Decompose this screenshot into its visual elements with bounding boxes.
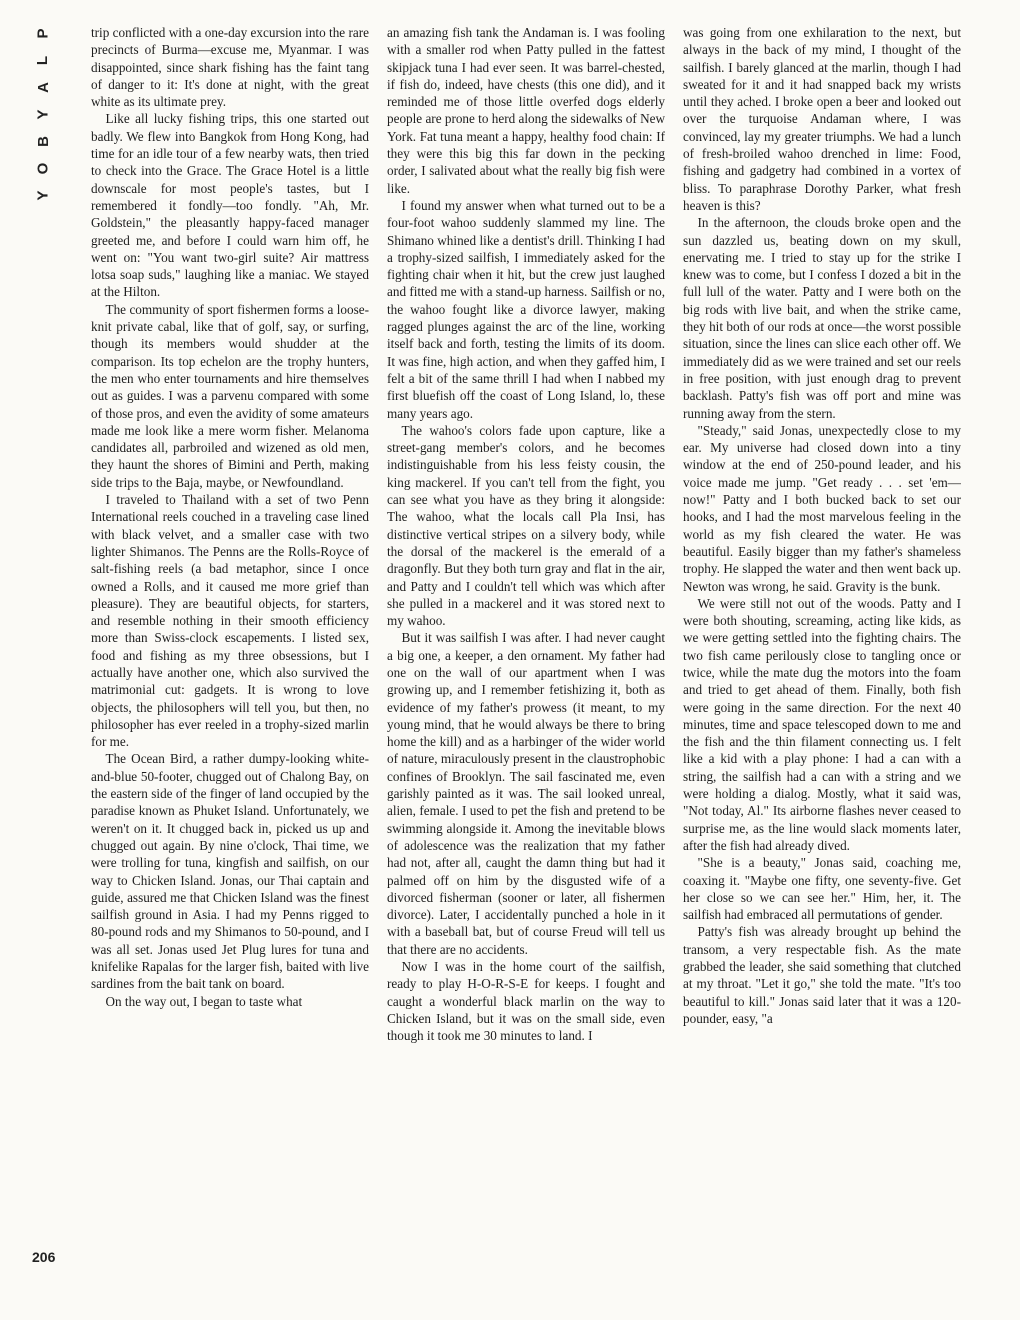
paragraph: "She is a beauty," Jonas said, coaching me, coaxing it. "Maybe one fifty, one seventy-five. Get her close so we can see her." Him, her, it. The sailfish had embraced all permutations of gender.: [683, 855, 961, 923]
paragraph: But it was sailfish I was after. I had never caught a big one, a keeper, a den ornament. My father had one on the wall of our apartment when I was growing up, and I remember fetishizing it, both as evidence of my father's prowess (it meant, to my young mind, that he would always be there to bring home the kill) and as a harbinger of the wider world of nature, miraculously present in the claustrophobic confines of Brooklyn. The sail fascinated me, even garishly painted as it was. The sail looked unreal, alien, female. I used to pet the fish and pretend to be swimming alongside it. Among the inevitable blows of adolescence was the realization that my father had not, after all, caught the damn thing but had it palmed off on him by the disgusted wife of a divorced fisherman (sooner or later, all fishermen divorce). Later, I accidentally punched a hole in it with a baseball bat, but of course Freud will tell us that there are no accidents.: [387, 630, 665, 957]
magazine-name-letter: P: [34, 28, 52, 39]
page-number: 206: [32, 1249, 56, 1265]
paragraph: Now I was in the home court of the sailfish, ready to play H-O-R-S-E for keeps. I fought and caught a wonderful black marlin on the way to Chicken Island, but it was on the small side, even though it took me 30 minutes to land. I: [387, 959, 665, 1044]
paragraph: I traveled to Thailand with a set of two Penn International reels couched in a traveling case lined with black velvet, and a smaller case with two lighter Shimanos. The Penns are the Rolls-Royce of salt-fishing reels (a bad metaphor, since I once owned a Rolls, and it caused me more grief than pleasure). They are beautiful objects, for starters, and resemble nothing in their smooth efficiency more than Swiss-clock escapements. I listed sex, food and fishing as my three obsessions, but I actually have another one, which also survived the matrimonial cut: gadgets. It is wrong to love objects, the philosophers will tell you, but then, no philosopher has ever reeled in a trophy-sized marlin for me.: [91, 492, 369, 750]
paragraph: On the way out, I began to taste what: [105, 993, 303, 1009]
paragraph: trip conflicted with a one-day excursion into the rare precincts of Burma—excuse me, Myanmar. I was disappointed, since shark fishing has the faint tang of danger to it: It's done at night, with the great white as its ultimate prey.: [91, 25, 369, 110]
paragraph: was going from one exhilaration to the next, but always in the back of my mind, I thought of the sailfish. I barely glanced at the marlin, though I had sweated for it and it had snapped back my wrists until they ached. I broke open a beer and looked out over the turquoise Andaman where, I was convinced, lay my greater triumphs. We had a lunch of fresh-broiled wahoo drenched in lime: Food, fishing and gadgetry had combined in a vortex of bliss. To paraphrase Dorothy Parker, what fresh heaven is this?: [683, 25, 961, 213]
paragraph: an amazing fish tank the Andaman is. I was fooling with a smaller rod when Patty pulled in the fattest skipjack tuna I had ever seen. It was barrel-chested, if fish do, indeed, have chests (this one did), and it reminded me of those little overfed dogs elderly people are prone to herd along the sidewalks of New York. Fat tuna meant a happy, healthy food chain: If they were this big this far down in the pecking order, I salivated about what the really big fish were like.: [387, 25, 665, 196]
magazine-name-letter: Y: [34, 109, 52, 120]
magazine-name-letter: O: [34, 162, 52, 175]
paragraph: I found my answer when what turned out to be a four-foot wahoo suddenly slammed my line. The Shimano whined like a dentist's drill. Thinking I had a trophy-sized sailfish, I immediately asked for the fighting chair when it hit, but the crew just laughed and fitted me with a stand-up harness. Sailfish or no, the wahoo fought like a divorce lawyer, making ragged plunges against the arc of the line, working itself back and forth, testing the limits of its doom. It was fine, high action, and when they gaffed him, I felt a bit of the same thrill I had when I nabbed my first bluefish off the coast of Long Island, lo, these many years ago.: [387, 197, 665, 421]
magazine-name-vertical: [30, 26, 56, 203]
article-column-1: [91, 24, 369, 1286]
paragraph: The Ocean Bird, a rather dumpy-looking white-and-blue 50-footer, chugged out of Chalong Bay, on the eastern side of the finger of land occupied by the paradise known as Phuket Island. Unfortunately, we weren't on it. It chugged back in, picked us up and chugged out again. By nine o'clock, Thai time, we were trolling for tuna, kingfish and sailfish, on our way to Chicken Island. Jonas, our Thai captain and guide, assured me that Chicken Island was the finest sailfish ground in Asia. I had my Penns rigged to 80-pound rods and my Shimanos to 50-pound, and I was all set. Jonas used Jet Plug lures for tuna and knifelike Rapalas for the larger fish, baited with live sardines from the bait tank on board.: [91, 751, 369, 992]
paragraph: Like all lucky fishing trips, this one started out badly. We flew into Bangkok from Hong Kong, had time for an idle tour of a few nearby wats, then tried to check into the Grace. The Grace Hotel is a little downscale for most people's tastes, but I remembered it fondly—too fondly. "Ah, Mr. Goldstein," the pleasantly happy-faced manager greeted me, and before I could warn him off, he went on: "You want two-girl suite? Air mattress lotsa soap suds," laughing like a maniac. We stayed at the Hilton.: [91, 111, 369, 300]
paragraph: We were still not out of the woods. Patty and I were both shouting, screaming, acting like kids, as we were getting settled into the fighting chairs. The two fish came perilously close to tangling once or twice, while the mate dug the motors into the foam and tried to get ahead of them. Finally, both fish were going in the same direction. For the next 40 minutes, time and space telescoped down to me and the fish and the thin filament connecting us. I felt like a kid with a play phone: I had a can with a string, the sailfish had a can with a string and we were holding a dialog. Mostly, what it said was, "Not today, Al." Its airborne flashes never ceased to surprise me, as the line would slack moments later, after the fish had already dived.: [683, 595, 961, 853]
magazine-name-letter: Y: [34, 190, 52, 201]
magazine-name-letter: L: [34, 55, 52, 66]
paragraph: "Steady," said Jonas, unexpectedly close to my ear. My universe had closed down into a tiny window at the end of 250-pound leader, and his voice made me jump. "Get ready . . . set 'em—now!" Patty and I both bucked back to set our hooks, and I had the most marvelous feeling in the world as my fish cleared the water. He was beautiful. Easily bigger than my father's shameless trophy. He slapped the water and then went back up. Newton was wrong, he said. Gravity is the bunk.: [683, 422, 961, 594]
magazine-name-letter: A: [34, 82, 52, 93]
article-column-2: [387, 24, 665, 1286]
article-body: [91, 24, 961, 1286]
paragraph: The wahoo's colors fade upon capture, like a street-gang member's colors, and he becomes indistinguishable from his less feisty cousin, the king mackerel. If you can't tell from the fight, you can see what you have as they bring it alongside: The wahoo, what the locals call Pla Insi, has distinctive vertical stripes on a silvery body, while the dorsal of the mackerel is the emerald of a dragonfly. But they both turn gray and flat in the air, and Patty and I couldn't tell which was which after she pulled in a mackerel and it was stored next to my wahoo.: [387, 422, 665, 629]
paragraph: Patty's fish was already brought up behind the transom, a very respectable fish. As the mate grabbed the leader, she said something that clutched at my throat. "Let it go," she told the mate. "It's too beautiful to kill." Jonas said later that it was a 120-pounder, easy, "a: [683, 924, 961, 1026]
paragraph: The community of sport fishermen forms a loose-knit private cabal, like that of golf, say, or surfing, though its members would shudder at the comparison. Its top echelon are the trophy hunters, the men who enter tournaments and hire themselves out as guides. I was a parvenu compared with some of those pros, and even the avidity of some amateurs made me look like a mere worm fisher. Melanoma candidates all, parbroiled and wizened as old men, they haunt the shores of Bimini and Perth, making side trips to the Baja, maybe, or Newfoundland.: [91, 301, 369, 490]
article-column-3: [683, 24, 961, 1286]
magazine-name-letter: B: [34, 136, 52, 147]
paragraph: In the afternoon, the clouds broke open and the sun dazzled us, beating down on my skull, enervating me. I tried to stay up for the strike I knew was to come, but I confess I dozed a bit in the full lull of the water. Patty and I were both on the big rods with live bait, and when the strike came, they hit both of our rods at once—the worst possible situation, since the lines can slice each other off. We immediately did as we were trained and set our reels in free position, with just enough drag to prevent backlash. Patty's fish was off port and mine was running away from the stern.: [683, 215, 961, 421]
